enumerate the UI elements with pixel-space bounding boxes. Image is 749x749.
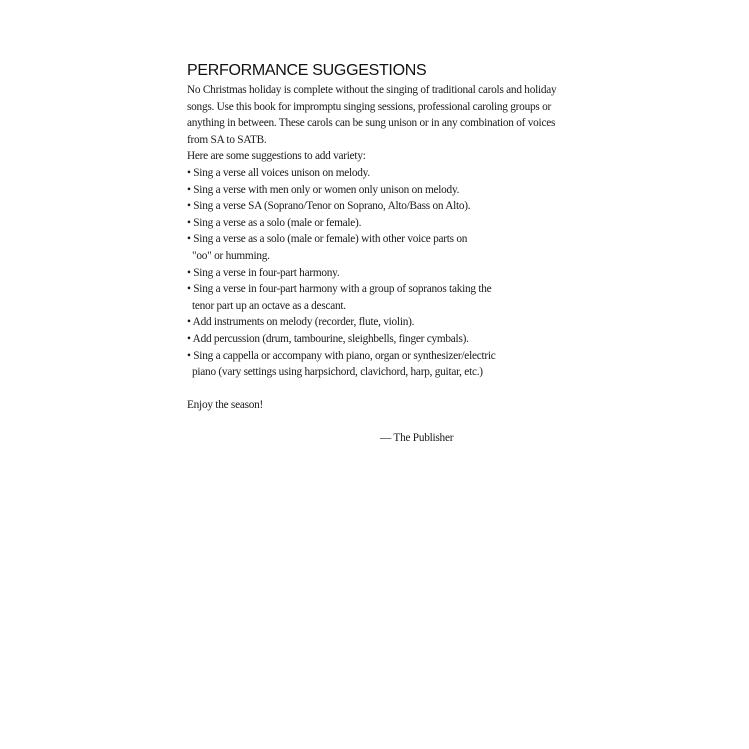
list-item-text: • Sing a verse in four-part harmony. bbox=[187, 266, 340, 279]
list-item-continuation: "oo" or humming. bbox=[192, 249, 270, 262]
list-item-text: • Add percussion (drum, tambourine, sleighbells, finger cymbals). bbox=[187, 332, 469, 345]
suggestions-intro: Here are some suggestions to add variety: bbox=[187, 150, 366, 163]
list-item-text: • Sing a verse with men only or women only unison on melody. bbox=[187, 183, 460, 196]
list-item bbox=[187, 231, 547, 264]
paragraph-spacer bbox=[187, 381, 547, 398]
list-item bbox=[187, 165, 547, 182]
list-item bbox=[187, 331, 547, 348]
intro-line: songs. Use this book for impromptu singing sessions, professional caroling groups or bbox=[187, 100, 552, 113]
intro-line: from SA to SATB. bbox=[187, 133, 267, 146]
signoff-text: Enjoy the season! bbox=[187, 399, 264, 412]
list-item-text: • Sing a verse as a solo (male or female). bbox=[187, 216, 362, 229]
list-item-text: • Sing a cappella or accompany with piano, organ or synthesizer/electric bbox=[187, 349, 496, 362]
list-item bbox=[187, 215, 547, 232]
intro-line: No Christmas holiday is complete without the singing of traditional carols and holiday bbox=[187, 84, 557, 96]
list-item bbox=[187, 265, 547, 282]
performance-suggestions-page bbox=[187, 61, 557, 447]
list-item bbox=[187, 198, 547, 215]
list-item-text: • Sing a verse in four-part harmony with a group of sopranos taking the bbox=[187, 283, 492, 296]
list-item-continuation: piano (vary settings using harpsichord, clavichord, harp, guitar, etc.) bbox=[192, 366, 483, 379]
list-item-text: • Add instruments on melody (recorder, flute, violin). bbox=[187, 316, 415, 329]
intro-paragraph bbox=[187, 82, 557, 148]
list-item bbox=[187, 314, 547, 331]
list-item bbox=[187, 182, 547, 199]
list-item-text: • Sing a verse as a solo (male or female) with other voice parts on bbox=[187, 233, 468, 246]
signature-text: — The Publisher bbox=[380, 432, 454, 445]
list-item-text: • Sing a verse all voices unison on melody. bbox=[187, 166, 370, 179]
list-item bbox=[187, 348, 547, 381]
list-item bbox=[187, 281, 547, 314]
page-title: PERFORMANCE SUGGESTIONS bbox=[187, 62, 427, 79]
list-item-text: • Sing a verse SA (Soprano/Tenor on Soprano, Alto/Bass on Alto). bbox=[187, 200, 471, 213]
intro-line: anything in between. These carols can be sung unison or in any combination of voices bbox=[187, 117, 556, 130]
suggestion-list bbox=[187, 165, 547, 381]
list-item-continuation: tenor part up an octave as a descant. bbox=[192, 299, 346, 312]
